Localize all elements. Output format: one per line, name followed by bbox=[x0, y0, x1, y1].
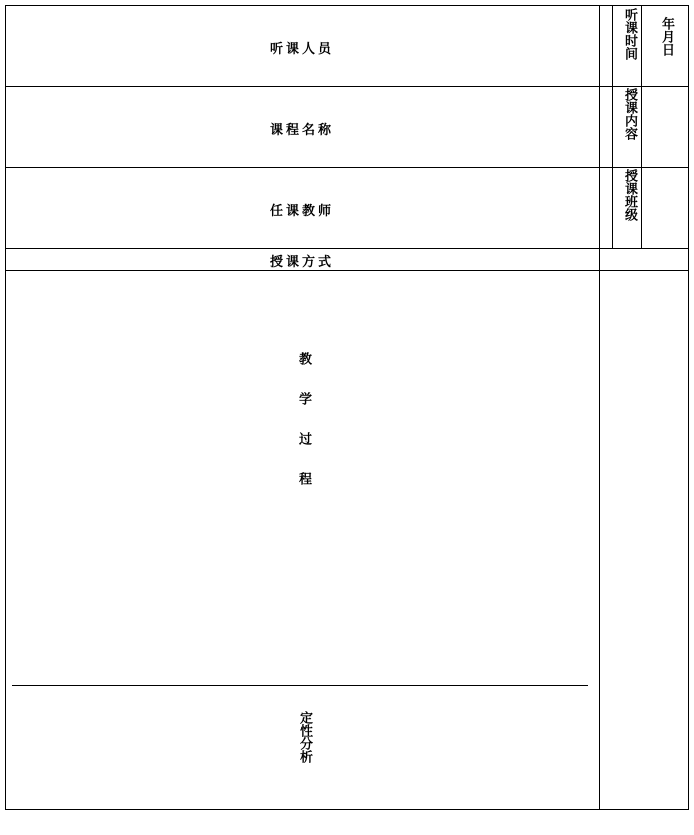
right-border bbox=[688, 5, 689, 810]
class-label: 授课班级 bbox=[622, 169, 637, 221]
teacher-label: 任课教师 bbox=[269, 204, 335, 219]
content-label: 授课内容 bbox=[622, 88, 637, 140]
top-border bbox=[5, 5, 689, 6]
date-text: 年月日 bbox=[659, 17, 674, 56]
row-divider-1 bbox=[5, 86, 689, 87]
label-col-right bbox=[641, 5, 642, 248]
method-label: 授课方式 bbox=[269, 255, 335, 270]
label-col-left bbox=[612, 5, 613, 248]
process-analysis-separator bbox=[12, 685, 588, 686]
time-label: 听课时间 bbox=[622, 8, 637, 60]
left-border bbox=[5, 5, 6, 810]
process-label: 教学过程 bbox=[296, 352, 311, 512]
row-divider-4 bbox=[5, 270, 689, 271]
column-divider bbox=[599, 5, 600, 810]
bottom-border bbox=[5, 809, 689, 810]
course-label: 课程名称 bbox=[269, 123, 335, 138]
listener-label: 听课人员 bbox=[269, 42, 335, 57]
analysis-label: 定性分析 bbox=[297, 711, 312, 763]
row-divider-2 bbox=[5, 167, 689, 168]
row-divider-3 bbox=[5, 248, 689, 249]
